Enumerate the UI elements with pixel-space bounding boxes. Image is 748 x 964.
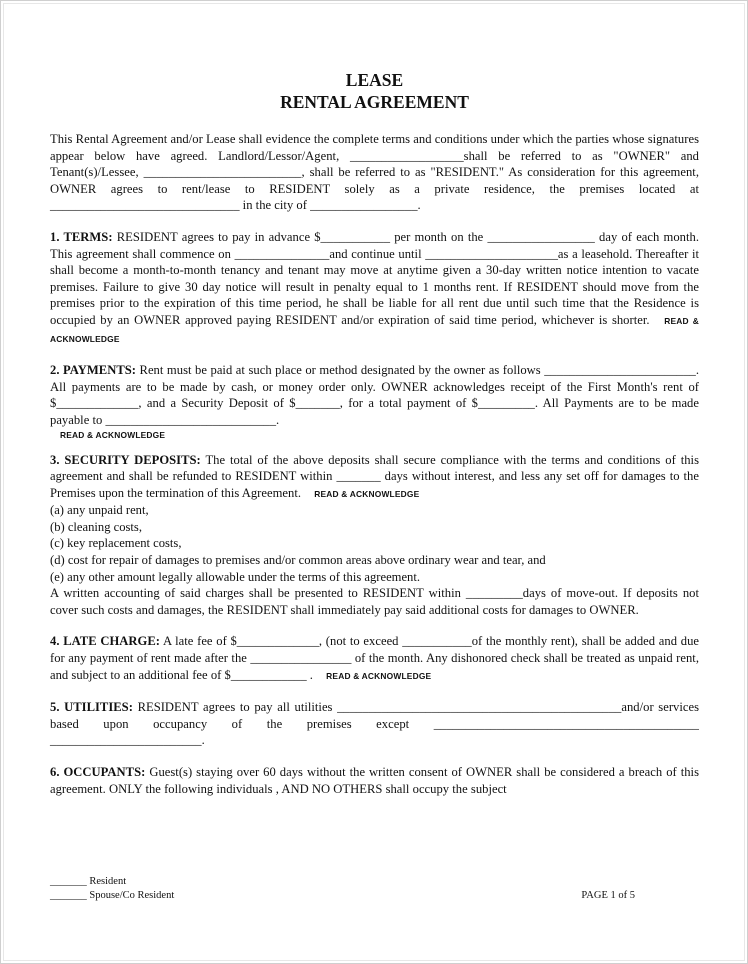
footer-bottom-line	[50, 889, 635, 903]
deposits-ack: READ & ACKNOWLEDGE	[314, 488, 420, 499]
late-charge-ack: READ & ACKNOWLEDGE	[326, 670, 432, 681]
list-item: (c) key replacement costs,	[50, 536, 182, 551]
section-gap	[50, 684, 699, 699]
spouse-initials: _______ Spouse/Co Resident	[50, 889, 175, 901]
deposits-after: A written accounting of said charges shall be presented to RESIDENT within _________days of move-out. If deposits not cover such costs and damages, the RESIDENT shall immediately pay said additional costs for damages to OWNER.	[50, 586, 699, 617]
section-gap	[50, 214, 699, 229]
section-gap	[50, 618, 699, 633]
payments-ack: READ & ACKNOWLEDGE	[60, 429, 166, 440]
section-gap	[50, 749, 699, 764]
late-charge-heading: 4. LATE CHARGE:	[50, 634, 160, 649]
terms-body: RESIDENT agrees to pay in advance $___________ per month on the _________________ day of each month. This agreement shall commence on _______________and continue until _____________________as a leasehold. Thereafter it shall become a month-to-month tenancy and tenant may move at anytime given a 30-day written notice intention to vacate premises. Failure to give 30 day notice will result in penalty equal to 1 months rent. If RESIDENT should move from the premises prior to the expiration of this time period, he shall be liable for all rent due until such time that the Residence is occupied by an OWNER approved paying RESIDENT and/or expiration of said time period, whichever is shorter.	[50, 229, 699, 327]
deposits-section	[50, 452, 699, 503]
list-item: (b) cleaning costs,	[50, 519, 142, 534]
utilities-heading: 5. UTILITIES:	[50, 700, 133, 715]
occupants-body: Guest(s) staying over 60 days without the written consent of OWNER shall be considered a breach of this agreement. ONLY the following individuals , AND NO OTHERS shall occupy the subject	[50, 765, 700, 796]
list-item: (e) any other amount legally allowable under the terms of this agreement.	[50, 569, 420, 584]
section-gap	[50, 441, 699, 452]
terms-heading: 1. TERMS:	[50, 229, 113, 244]
page-footer	[50, 875, 635, 902]
payments-section	[50, 362, 699, 428]
late-charge-section	[50, 633, 699, 684]
document-title: LEASE	[345, 70, 404, 90]
payments-heading: 2. PAYMENTS:	[50, 363, 136, 378]
occupants-heading: 6. OCCUPANTS:	[50, 765, 146, 779]
occupants-section	[50, 764, 699, 797]
payments-body: Rent must be paid at such place or method designated by the owner as follows ________________________. All payments are to be made by cash, or money order only. OWNER acknowledges receipt of the First Month's rent of $_____________, and a Security Deposit of $_______, for a total payment of $_________. All Payments are to be made payable to ___________________________.	[50, 363, 700, 427]
resident-initials: _______ Resident	[50, 876, 127, 887]
utilities-body: RESIDENT agrees to pay all utilities _____________________________________________and/or services based upon occupancy of the premises except __________________________________________ ________________________.	[50, 700, 700, 748]
deposits-list	[50, 502, 699, 585]
document-subtitle: RENTAL AGREEMENT	[280, 92, 469, 112]
terms-ack: READ & ACKNOWLEDGE	[50, 315, 699, 344]
list-item: (a) any unpaid rent,	[50, 503, 149, 518]
utilities-section	[50, 699, 699, 749]
section-gap	[50, 347, 699, 362]
page-number: PAGE 1 of 5	[581, 889, 635, 901]
deposits-heading: 3. SECURITY DEPOSITS:	[50, 452, 201, 467]
intro-paragraph: This Rental Agreement and/or Lease shall evidence the complete terms and conditions under which the parties whose signatures appear below have agreed. Landlord/Lessor/Agent, __________________shall be referred to as "OWNER" and Tenant(s)/Lessee, _________________________, shall be referred to as "RESIDENT." As consideration for this agreement, OWNER agrees to rent/lease to RESIDENT solely as a private residence, the premises located at ______________________________ in the city of _________________.	[50, 132, 699, 213]
document-content	[50, 69, 699, 797]
list-item: (d) cost for repair of damages to premises and/or common areas above ordinary wear and tear, and	[50, 553, 546, 568]
deposits-body: The total of the above deposits shall secure compliance with the terms and conditions of this agreement and shall be refunded to RESIDENT within _______ days without interest, and less any set off for damages to the Premises upon the termination of this Agreement.	[50, 452, 699, 500]
terms-section	[50, 229, 699, 347]
late-charge-body: A late fee of $_____________, (not to exceed ___________of the monthly rent), shall be added and due for any payment of rent made after the ________________ of the month. Any dishonored check shall be treated as unpaid rent, and subject to an additional fee of $____________ .	[50, 634, 700, 682]
